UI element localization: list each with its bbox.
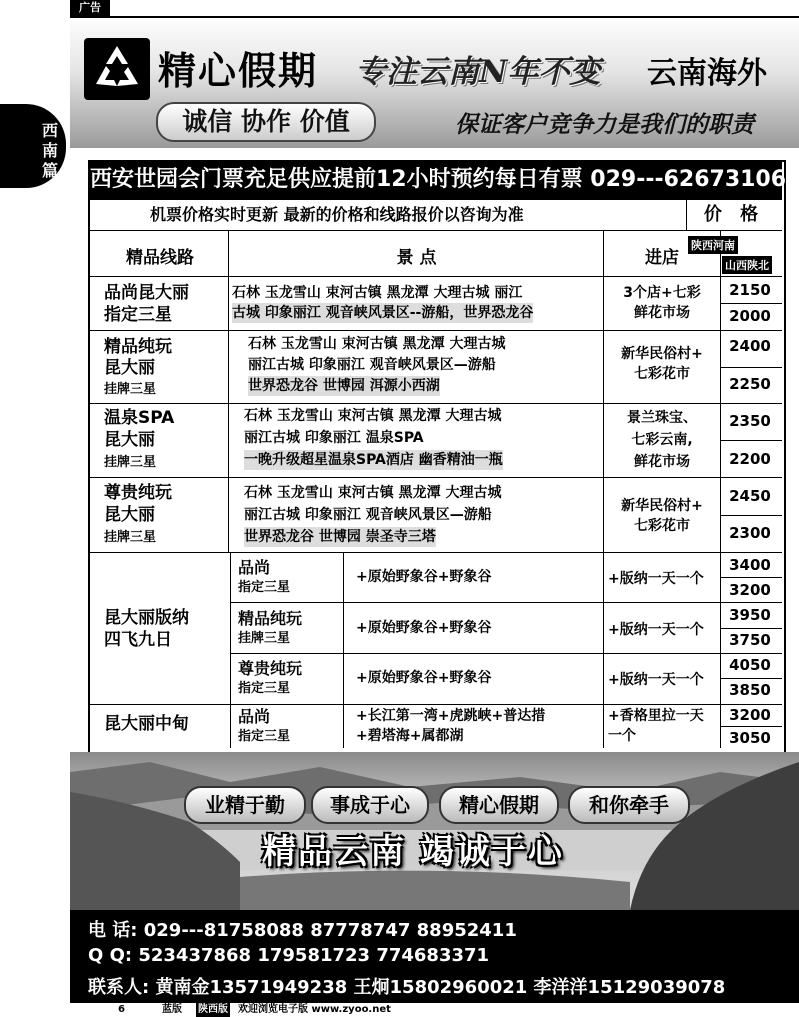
spots-line: 一晚升级超星温泉SPA酒店 幽香精油一瓶 (244, 452, 503, 468)
store-line: 七彩花市 (634, 366, 690, 382)
contact-person-label: 联系人: (88, 977, 150, 998)
brand-name: 精心假期 (158, 48, 319, 93)
addon-text: +长江第一湾+虎跳峡+普达措 (356, 708, 546, 724)
tier-grade: 挂牌三星 (238, 631, 291, 646)
route-name: 昆大丽 (104, 430, 155, 450)
route-name: 精品纯玩 (104, 337, 172, 357)
notice-text: 机票价格实时更新 最新的价格和线路报价以咨询为准 (150, 205, 524, 224)
store-line: 鲜花市场 (634, 454, 690, 470)
values-pill: 诚信 协作 价值 (156, 102, 376, 142)
tier-name (238, 659, 302, 699)
grid-line (720, 726, 782, 727)
tier-grade: 指定三星 (238, 729, 291, 744)
spots-line: 丽江古城 印象丽江 温泉SPA (244, 430, 424, 446)
addon-text: +原始野象谷+野象谷 (356, 670, 492, 686)
motto-button-2: 事成于心 (311, 786, 429, 824)
col-header-route: 精品线路 (126, 248, 194, 268)
extra-text: +香格里拉一天 (608, 708, 704, 724)
extra-text: 一个 (608, 728, 636, 744)
tier-name (238, 707, 290, 747)
motto-button-1: 业精于勤 (184, 786, 306, 824)
grid-line (720, 367, 782, 368)
grid-line (343, 552, 344, 748)
tier-label: 尊贵纯玩 (238, 659, 303, 678)
price-value: 2000 (729, 307, 771, 325)
price-value: 2300 (729, 524, 771, 542)
region-badge: 山西陕北 (722, 256, 772, 274)
store-line: 景兰珠宝、 (627, 410, 697, 426)
grid-line (720, 678, 782, 679)
price-value: 3200 (729, 581, 771, 599)
addon-text: +原始野象谷+野象谷 (356, 569, 492, 585)
price-value: 4050 (729, 656, 771, 674)
grid-line (720, 440, 782, 441)
recycle-logo-icon (84, 38, 150, 100)
grid-line (720, 515, 782, 516)
store-line: 七彩云南, (631, 432, 693, 448)
store-line: 七彩花市 (634, 518, 690, 534)
page-number: 6 (118, 1004, 125, 1015)
grid-line (603, 230, 604, 748)
contact-person-line (88, 973, 725, 999)
route-grade: 挂牌三星 (104, 455, 157, 470)
promo-banner: 西安世园会门票充足供应提前12小时预约每日有票 029---62673106 (90, 160, 782, 200)
region-badge: 陕西河南 (688, 236, 738, 254)
qq-line (88, 945, 489, 966)
extra-text: +版纳一天一个 (608, 571, 704, 587)
spots-line: 石林 玉龙雪山 束河古镇 黑龙潭 大理古城 (244, 485, 502, 501)
slogan-secondary: 保证客户竞争力是我们的职责 (455, 111, 754, 138)
extra-text: +版纳一天一个 (608, 622, 704, 638)
grid-line (720, 628, 782, 629)
route-grade: 挂牌三星 (104, 382, 157, 397)
tier-label: 品尚 (238, 558, 271, 577)
route-name: 品尚昆大丽 (104, 283, 189, 303)
price-value: 3950 (729, 606, 771, 624)
edition-label: 蓝版 (162, 1004, 182, 1015)
price-value: 2150 (729, 281, 771, 299)
price-header: 价 格 (703, 204, 765, 225)
page-footer (70, 1003, 799, 1017)
tier-name (238, 609, 302, 649)
grid-line (720, 577, 782, 578)
grid-line (720, 303, 782, 304)
grid-line (686, 200, 687, 230)
grid-line (230, 552, 231, 748)
side-tab-char: 南 (41, 141, 58, 160)
tier-grade: 指定三星 (238, 580, 291, 595)
store-line: 新华民俗村+ (621, 498, 703, 514)
tagline: 精品云南 竭诚于心 (262, 832, 564, 872)
price-value: 2450 (729, 487, 771, 505)
price-value: 2350 (729, 412, 771, 430)
col-header-spots: 景 点 (396, 248, 437, 268)
price-value: 2400 (729, 337, 771, 355)
addon-text: +原始野象谷+野象谷 (356, 620, 492, 636)
side-tab-char: 篇 (41, 161, 58, 180)
tier-name (238, 558, 290, 598)
section-side-tab (0, 104, 66, 188)
store-line: 3个店+七彩 (623, 285, 701, 301)
price-value: 3050 (729, 729, 771, 747)
price-value: 2200 (729, 450, 771, 468)
side-tab-char: 西 (41, 121, 58, 140)
tier-label: 精品纯玩 (238, 609, 303, 628)
grid-line (230, 602, 782, 603)
store-line: 新华民俗村+ (621, 346, 703, 362)
route-name: 昆大丽 (104, 358, 155, 378)
grid-line (90, 230, 782, 231)
edition-badge: 陕西版 (198, 1004, 228, 1015)
phone-line (88, 916, 517, 942)
ad-tag: 广告 (70, 0, 110, 16)
spots-line: 石林 玉龙雪山 束河古镇 黑龙潭 大理古城 (248, 336, 506, 352)
qq-label: Q Q: (88, 945, 133, 966)
route-name: 四飞九日 (104, 630, 172, 650)
route-name: 尊贵纯玩 (104, 483, 172, 503)
qq-numbers: 523437868 179581723 774683371 (138, 945, 490, 966)
grid-line (90, 704, 782, 705)
route-grade: 指定三星 (104, 305, 172, 325)
spots-line: 石林 玉龙雪山 束河古镇 黑龙潭 大理古城 (244, 408, 502, 424)
spots-line: 石林 玉龙雪山 束河古镇 黑龙潭 大理古城 丽江 (232, 285, 523, 301)
route-name: 昆大丽中甸 (104, 714, 189, 734)
spots-line: 丽江古城 印象丽江 观音峡风景区—游船 (244, 507, 492, 523)
spots-line: 世界恐龙谷 世博园 洱源小西湖 (248, 378, 440, 394)
spots-line: 世界恐龙谷 世博园 崇圣寺三塔 (244, 529, 436, 545)
price-value: 3400 (729, 556, 771, 574)
contact-panel (70, 910, 799, 1003)
ad-header (70, 18, 799, 148)
route-name: 昆大丽版纳 (104, 608, 189, 628)
price-value: 3850 (729, 681, 771, 699)
route-name: 昆大丽 (104, 505, 155, 525)
footer-link[interactable]: 欢迎浏览电子版 www.zyoo.net (238, 1004, 391, 1015)
col-header-store: 进店 (645, 248, 679, 268)
grid-line (90, 276, 782, 277)
grid-line (90, 552, 782, 553)
price-value: 3750 (729, 631, 771, 649)
phone-numbers: 029---81758088 87778747 88952411 (143, 920, 517, 941)
phone-label: 电 话: (88, 920, 138, 941)
addon-text: +碧塔海+属都湖 (356, 728, 464, 744)
route-grade: 挂牌三星 (104, 530, 157, 545)
grid-line (90, 330, 782, 331)
spots-line: 古城 印象丽江 观音峡风景区--游船，世界恐龙谷 (232, 305, 534, 321)
price-value: 3200 (729, 706, 771, 724)
route-name: 温泉SPA (104, 408, 175, 428)
contact-persons: 黄南金13571949238 王炯15802960021 李洋洋15129039078 (155, 977, 726, 998)
grid-line (228, 230, 229, 552)
price-value: 2250 (729, 375, 771, 393)
store-line: 鲜花市场 (634, 305, 690, 321)
motto-button-4: 和你牵手 (568, 786, 690, 824)
grid-line (230, 653, 782, 654)
motto-button-3: 精心假期 (439, 786, 559, 824)
grid-line (90, 403, 782, 404)
spots-line: 丽江古城 印象丽江 观音峡风景区—游船 (248, 357, 496, 373)
grid-line (90, 477, 782, 478)
tier-label: 品尚 (238, 707, 271, 726)
region-title: 云南海外 (647, 56, 767, 91)
extra-text: +版纳一天一个 (608, 672, 704, 688)
tier-grade: 指定三星 (238, 681, 291, 696)
slogan-main: 专注云南N年不变 (355, 54, 601, 90)
